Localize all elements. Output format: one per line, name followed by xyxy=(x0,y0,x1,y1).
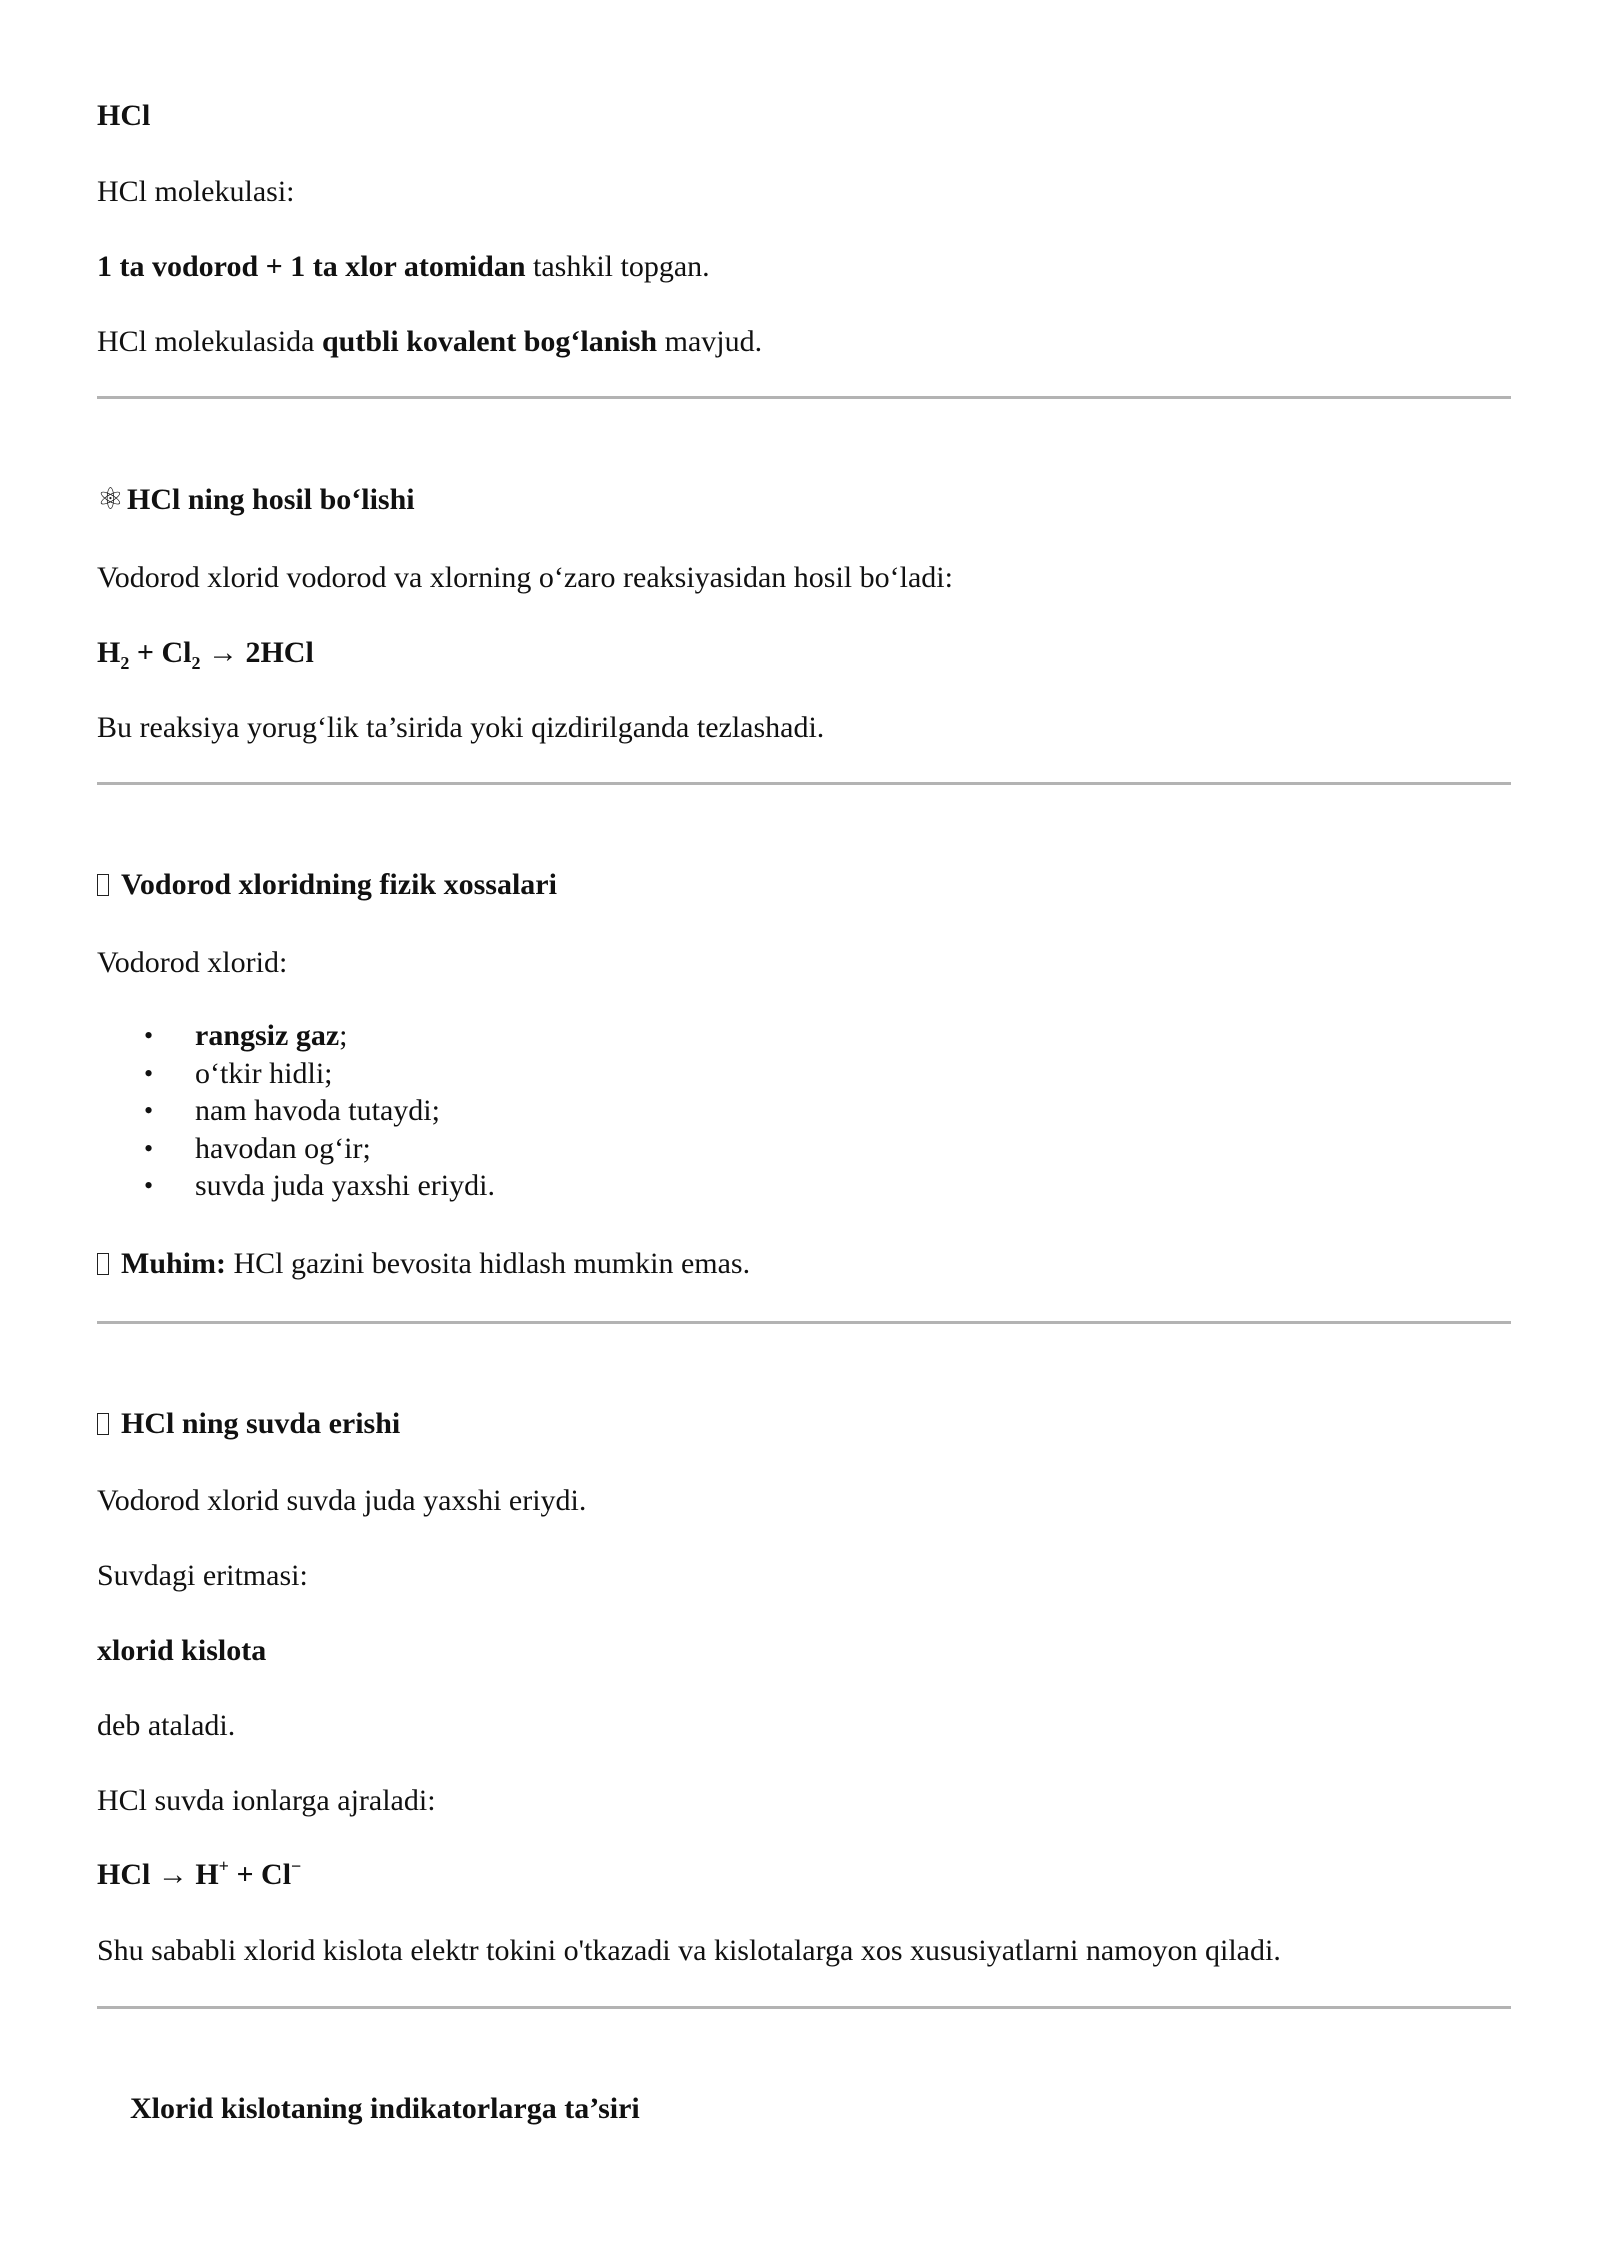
equation xyxy=(97,634,1503,672)
bold-text: qutbli kovalent bog‘lanish xyxy=(321,325,658,358)
text: tashkil topgan. xyxy=(525,250,710,283)
superscript: − xyxy=(291,1856,302,1876)
equation-part: HCl → H xyxy=(97,1858,219,1891)
horizontal-divider xyxy=(97,1321,1511,1324)
text: nam havoda tutaydi; xyxy=(195,1094,440,1127)
horizontal-divider xyxy=(97,396,1511,399)
section-title-hcl: HCl xyxy=(97,99,151,132)
bullet-icon: • xyxy=(144,1171,154,1200)
bullet-icon: • xyxy=(144,1096,154,1125)
list-item xyxy=(97,1017,495,1055)
paragraph: HCl molekulasi: xyxy=(97,175,295,208)
bullet-icon: • xyxy=(144,1133,154,1163)
paragraph: Vodorod xlorid vodorod va xlorning o‘zaro reaksiyasidan hosil bo‘ladi: xyxy=(97,561,953,594)
paragraph: Vodorod xlorid suvda juda yaxshi eriydi. xyxy=(97,1484,587,1517)
equation xyxy=(97,1856,1503,1894)
bold-text: Muhim: xyxy=(121,1247,226,1280)
text: HCl molekulasida xyxy=(97,325,322,358)
paragraph xyxy=(97,248,1503,286)
subscript: 2 xyxy=(191,653,201,673)
list-item xyxy=(97,1055,495,1093)
text: havodan og‘ir; xyxy=(195,1131,371,1165)
missing-glyph-icon xyxy=(97,1413,109,1435)
equation-part: + Cl xyxy=(228,1858,292,1891)
bullet-list xyxy=(97,1017,495,1205)
bullet-icon: • xyxy=(144,1021,154,1050)
paragraph: Vodorod xlorid: xyxy=(97,946,288,979)
text: ; xyxy=(339,1019,348,1052)
missing-glyph-icon xyxy=(97,874,109,896)
paragraph: Bu reaksiya yorug‘lik ta’sirida yoki qizdirilganda tezlashadi. xyxy=(97,711,825,744)
paragraph: Shu sababli xlorid kislota elektr tokini o'tkazadi va kislotalarga xos xususiyatlarni namoyon qiladi. xyxy=(97,1934,1281,1967)
section-title: Xlorid kislotaning indikatorlarga ta’siri xyxy=(130,2092,640,2125)
superscript: + xyxy=(218,1856,229,1876)
missing-glyph-icon xyxy=(97,1253,109,1275)
paragraph xyxy=(97,323,1503,361)
horizontal-divider xyxy=(97,782,1511,785)
equation-part: + Cl xyxy=(129,636,192,669)
bold-text: rangsiz gaz xyxy=(195,1019,340,1052)
bold-text: 1 ta vodorod + 1 ta xlor atomidan xyxy=(97,250,526,283)
paragraph: deb ataladi. xyxy=(97,1709,236,1742)
section-heading xyxy=(97,866,1503,904)
equation-part: H xyxy=(97,636,121,669)
text: HCl gazini bevosita hidlash mumkin emas. xyxy=(226,1247,751,1280)
equation-part: → 2HCl xyxy=(200,636,314,669)
section-title: Vodorod xloridning fizik xossalari xyxy=(121,868,557,901)
list-item xyxy=(97,1130,495,1168)
atom-icon: ⚛ xyxy=(97,483,124,516)
list-item xyxy=(97,1092,495,1130)
paragraph-bold: xlorid kislota xyxy=(97,1634,267,1667)
paragraph: HCl suvda ionlarga ajraladi: xyxy=(97,1784,436,1817)
section-heading xyxy=(97,481,1503,519)
horizontal-divider xyxy=(97,2006,1511,2009)
list-item xyxy=(97,1167,495,1205)
section-title: HCl ning suvda erishi xyxy=(121,1407,401,1440)
text: mavjud. xyxy=(657,325,763,358)
bullet-icon: • xyxy=(144,1058,154,1088)
text: o‘tkir hidli; xyxy=(195,1056,333,1090)
paragraph: Suvdagi eritmasi: xyxy=(97,1559,308,1592)
note xyxy=(97,1245,1503,1283)
section-title: HCl ning hosil bo‘lishi xyxy=(127,483,415,516)
subscript: 2 xyxy=(120,653,130,673)
text: suvda juda yaxshi eriydi. xyxy=(195,1169,495,1202)
section-heading xyxy=(97,1405,1503,1443)
